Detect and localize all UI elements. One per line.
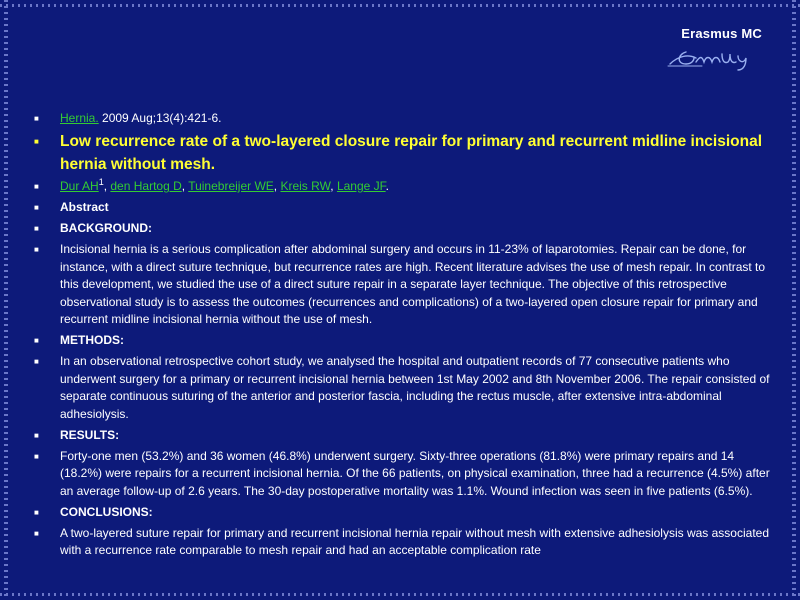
authors-end: . [385, 179, 389, 193]
conclusions-text: A two-layered suture repair for primary and recurrent incisional hernia repair without mesh with extensive adhesiolysis was associated with a recurrence rate comparable to mesh repair and had an acceptable complication rate [60, 525, 769, 557]
square-bullet-icon: ■ [34, 137, 39, 146]
author-separator: , [330, 179, 337, 193]
dotted-border-bottom [0, 593, 800, 596]
author-affiliation-marker: 1 [98, 177, 104, 187]
citation-line [34, 110, 770, 128]
square-bullet-icon: ■ [34, 224, 39, 233]
author-link[interactable]: Lange JF [336, 179, 386, 193]
dotted-border-right [792, 0, 796, 600]
citation-details: 2009 Aug;13(4):421-6. [98, 111, 222, 125]
background-heading: BACKGROUND: [60, 221, 152, 235]
square-bullet-icon: ■ [34, 430, 39, 440]
background-text-item [34, 241, 770, 329]
author-separator: , [181, 179, 189, 193]
methods-heading: METHODS: [60, 333, 124, 347]
methods-text-item [34, 353, 770, 423]
author-link[interactable]: Kreis RW [280, 179, 331, 193]
conclusions-heading-item [34, 504, 770, 522]
logo-name: Erasmus MC [681, 26, 762, 41]
results-text-item [34, 448, 770, 501]
abstract-heading-item [34, 199, 770, 217]
journal-link[interactable]: Hernia. [60, 111, 99, 125]
background-text: Incisional hernia is a serious complication after abdominal surgery and occurs in 11-23% of laparotomies. Repair can be done, for instance, with a direct suture technique, but recurrence rates are high. Recent literature advises the use of mesh repair. In contrast to this development, we studied the use of a direct suture repair in a separate layer technique. The objective of this retrospective observational study is to assess the outcomes (recurrences and complications) of a two-layered open closure repair for primary and recurrent midline incisional hernia without the use of mesh. [60, 242, 766, 326]
article-title-item [34, 131, 770, 176]
erasmus-mc-logo [656, 26, 766, 76]
dotted-border-top [0, 4, 800, 7]
authors-line [34, 178, 770, 196]
square-bullet-icon: ■ [34, 114, 39, 123]
conclusions-heading: CONCLUSIONS: [60, 504, 153, 519]
article-title: Low recurrence rate of a two-layered closure repair for primary and recurrent midline incisional hernia without mesh. [60, 133, 763, 173]
results-heading: RESULTS: [60, 427, 120, 442]
square-bullet-icon: ■ [34, 528, 39, 538]
dotted-border-left [4, 0, 8, 600]
author-link[interactable]: Dur AH [60, 179, 99, 193]
square-bullet-icon: ■ [34, 357, 39, 366]
author-separator: , [103, 179, 111, 193]
square-bullet-icon: ■ [34, 182, 39, 191]
results-heading-item [34, 427, 770, 445]
author-link[interactable]: Tuinebreijer WE [188, 179, 274, 193]
square-bullet-icon: ■ [34, 451, 39, 461]
methods-text: In an observational retrospective cohort study, we analysed the hospital and outpatient records of 77 consecutive patients who underwent surgery for a primary or recurrent incisional hernia between 1st May 2002 and 8th November 2006. The repair consisted of separate continuous suturing of the anterior and posterior fascia, including the rectus muscle, after extensive intra-abdominal adhesiolysis. [60, 354, 770, 421]
author-separator: , [273, 179, 281, 193]
logo-signature-icon [666, 42, 766, 74]
results-text: Forty-one men (53.2%) and 36 women (46.8%) underwent surgery. Sixty-three operations (81.8%) were primary repairs and 14 (18.2%) were repairs for a recurrent incisional hernia. Of the 66 patients, on physical examination, three had a recurrence (4.5%) after an average follow-up of 2.6 years. The 30-day postoperative mortality was 1.1%. Wound infection was seen in five patients (6.5%). [60, 448, 770, 498]
author-link[interactable]: den Hartog D [110, 179, 182, 193]
square-bullet-icon: ■ [34, 507, 39, 517]
square-bullet-icon: ■ [34, 245, 39, 254]
methods-heading-item [34, 332, 770, 350]
abstract-heading: Abstract [60, 200, 109, 214]
square-bullet-icon: ■ [34, 203, 39, 212]
abstract-content [34, 110, 770, 563]
conclusions-text-item [34, 525, 770, 560]
background-heading-item [34, 220, 770, 238]
square-bullet-icon: ■ [34, 336, 39, 345]
